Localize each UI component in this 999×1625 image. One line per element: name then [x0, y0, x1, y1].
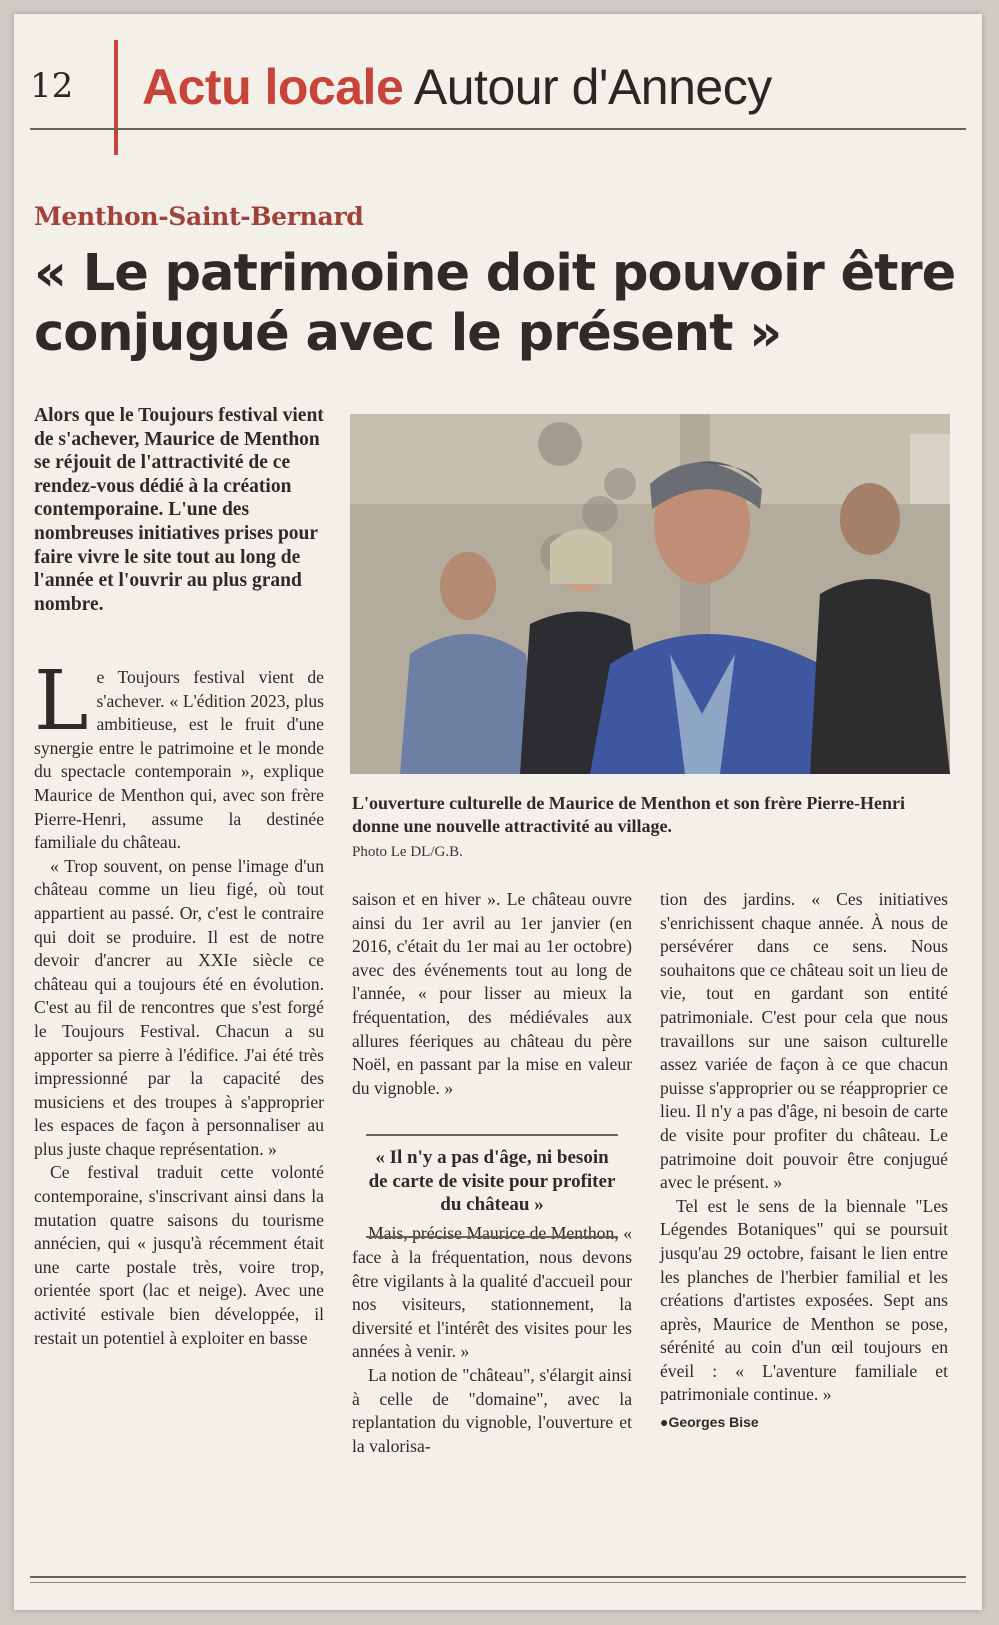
paragraph: « Trop souvent, on pense l'image d'un château comme un lieu figé, où tout appartient au passé. Or, c'est le contraire qui doit se produire. Il est de notre devoir d'ancrer au XXIe siècle ce château qui a toujours été en évolution. C'est au fil de rencontres que s'est forgé le Toujours Festival. Chacun a su apporter sa pierre à l'édifice. J'ai été très impressionné par la capacité des musiciens et des troupes à s'approprier les espaces de façon à personnaliser au plus juste chaque représentation. » — [34, 855, 324, 1159]
paragraph: La notion de "château", s'élargit ainsi à celle de "domaine", avec la replantation du vignoble, l'ouverture et la valorisa- — [352, 1364, 632, 1456]
paragraph: tion des jardins. « Ces initiatives s'enrichissent chaque année. À nous de persévérer dans ce sens. Nous souhaitons que ce château soit un lieu de vie, tout en gardant son entité patrimoniale. C'est pour cela que nous travaillons sur une saison culturelle assez variée de façon à ce que chacun puisse s'approprier ou se réapproprier ce lieu. Il n'y a pas d'âge, ni besoin de carte de visite pour profiter du château. Le patrimoine doit pouvoir être conjugué avec le présent. » — [660, 889, 948, 1193]
paragraph-text: e Toujours festival vient de s'achever. « L'édition 2023, plus ambitieuse, est le fruit d'une synergie entre le patrimoine et le monde du spectacle contemporain », explique Maurice de Menthon qui, avec son frère Pierre-Henri, assume la destinée familiale du château. — [34, 667, 324, 853]
photo-illustration — [350, 414, 950, 774]
header-divider — [114, 40, 118, 155]
article-headline: « Le patrimoine doit pouvoir être conjugué avec le présent » — [34, 244, 956, 363]
header-rule — [30, 128, 966, 130]
article-column-1 — [34, 654, 324, 1350]
paragraph — [34, 654, 324, 855]
footer-rule — [30, 1576, 966, 1578]
page-number: 12 — [30, 66, 74, 106]
paragraph: saison et en hiver ». Le château ouvre ainsi du 1er avril au 1er janvier (en 2016, c'était du 1er mai au 1er octobre) avec des événements tout au long de l'année, « pour lisser au mieux la fréquentation, des médiévales aux allures féeriques au château du père Noël, en passant par la mise en valeur du vignoble. » — [352, 889, 632, 1098]
photo-caption: L'ouverture culturelle de Maurice de Menthon et son frère Pierre-Henri donne une nouvelle attractivité au village. — [352, 793, 906, 836]
author-signature: ●Georges Bise — [660, 1414, 759, 1431]
article-photo — [350, 414, 950, 774]
article-chapo: Alors que le Toujours festival vient de s'achever, Maurice de Menthon se réjouit de l'attractivité de ce rendez-vous dédié à la création contemporaine. L'une des nombreuses initiatives prises pour faire vivre le site tout au long de l'année et l'ouvrir au plus grand nombre. — [34, 405, 324, 615]
footer-rule-thin — [30, 1582, 966, 1583]
photo-credit: Photo Le DL/G.B. — [352, 844, 463, 860]
article-kicker: Menthon-Saint-Bernard — [34, 202, 364, 231]
paragraph: Mais, précise Maurice de Menthon, « face à la fréquentation, nous devons être vigilants à la qualité d'accueil pour nos visiteurs, stationnement, la diversité et l'intérêt des visites pour les années à venir. » — [352, 1223, 632, 1362]
rubric-sub: Autour d'Annecy — [413, 59, 772, 115]
section-rubric — [142, 58, 772, 116]
article-column-3 — [660, 888, 948, 1435]
paragraph: Tel est le sens de la biennale "Les Légendes Botaniques" qui se poursuit jusqu'au 29 octobre, faisant le lien entre les planches de l'herbier familial et les créations d'artistes exposées. Sept ans après, Maurice de Menthon se pose, sérénité au coin d'un œil toujours en éveil : « L'aventure familiale et patrimoniale continue. » — [660, 1195, 948, 1405]
pull-quote: « Il n'y a pas d'âge, ni besoin de carte de visite pour profiter du château » — [366, 1134, 618, 1238]
paragraph: Ce festival traduit cette volonté contemporaine, s'inscrivant ainsi dans la mutation quatre saisons du tourisme annécien, qui « jusqu'à récemment était une carte postale très, voire trop, orientée sport (lac et neige). Avec une activité estivale bien développée, il restait un potentiel à exploiter en basse — [34, 1162, 324, 1348]
newspaper-page — [14, 14, 982, 1610]
drop-cap: L — [34, 654, 89, 749]
rubric-main: Actu locale — [142, 59, 404, 115]
